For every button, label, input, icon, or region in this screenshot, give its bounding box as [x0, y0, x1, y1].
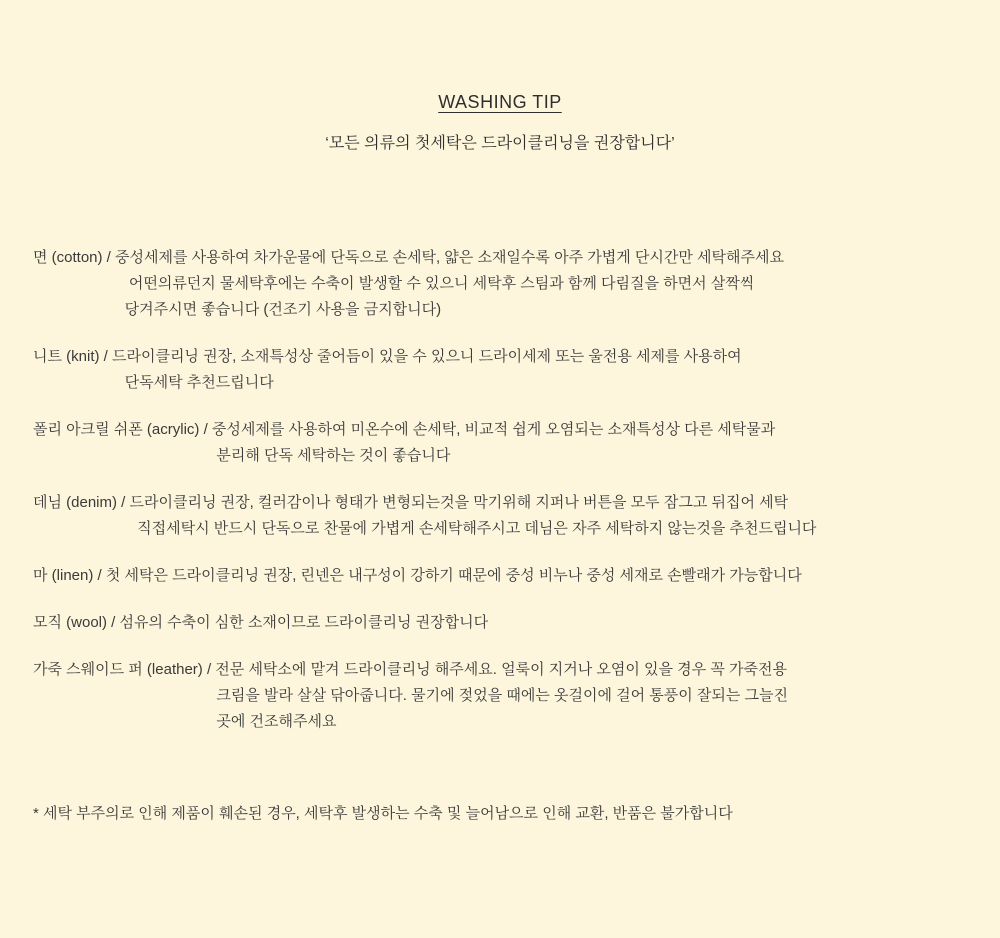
care-entry-knit — [33, 344, 980, 396]
care-entry-leather — [33, 657, 980, 735]
care-line: 크림을 발라 살살 닦아줍니다. 물기에 젖었을 때에는 옷걸이에 걸어 통풍이 잘되는 그늘진 — [33, 687, 789, 704]
care-line: 당겨주시면 좋습니다 (건조기 사용을 금지합니다) — [33, 301, 442, 318]
care-line: 데님 (denim) / 드라이클리닝 권장, 컬러감이나 형태가 변형되는것을 막기위해 지퍼나 버튼을 모두 잠그고 뒤집어 세탁 — [33, 494, 789, 511]
care-entry-wool — [33, 610, 980, 636]
care-entry-linen — [33, 563, 980, 589]
care-line: 어떤의류던지 물세탁후에는 수축이 발생할 수 있으니 세탁후 스팀과 함께 다림질을 하면서 살짝씩 — [33, 275, 755, 292]
care-line: 폴리 아크릴 쉬폰 (acrylic) / 중성세제를 사용하여 미온수에 손세탁, 비교적 쉽게 오염되는 소재특성상 다른 세탁물과 — [33, 421, 776, 438]
care-line: 가죽 스웨이드 퍼 (leather) / 전문 세탁소에 맡겨 드라이클리닝 해주세요. 얼룩이 지거나 오염이 있을 경우 꼭 가죽전용 — [33, 661, 787, 678]
page-title: WASHING TIP — [438, 92, 562, 112]
care-line: 모직 (wool) / 섬유의 수축이 심한 소재이므로 드라이클리닝 권장합니다 — [33, 614, 489, 631]
care-line: 분리해 단독 세탁하는 것이 좋습니다 — [33, 447, 451, 464]
care-entry-acrylic — [33, 417, 980, 469]
care-line: 면 (cotton) / 중성세제를 사용하여 차가운물에 단독으로 손세탁, 얇은 소재일수록 아주 가볍게 단시간만 세탁해주세요 — [33, 249, 784, 266]
care-line: 단독세탁 추천드립니다 — [33, 374, 274, 391]
care-line: 마 (linen) / 첫 세탁은 드라이클리닝 권장, 린넨은 내구성이 강하기 때문에 중성 비누나 중성 세재로 손빨래가 가능합니다 — [33, 567, 802, 584]
disclaimer-note: * 세탁 부주의로 인해 제품이 훼손된 경우, 세탁후 발생하는 수축 및 늘어남으로 인해 교환, 반품은 불가합니다 — [33, 805, 733, 822]
care-line: 직접세탁시 반드시 단독으로 찬물에 가볍게 손세탁해주시고 데님은 자주 세탁하지 않는것을 추천드립니다 — [33, 520, 817, 537]
page-header — [0, 0, 1000, 153]
care-line: 곳에 건조해주세요 — [33, 713, 337, 730]
care-line: 니트 (knit) / 드라이클리닝 권장, 소재특성상 줄어듬이 있을 수 있으니 드라이세제 또는 울전용 세제를 사용하여 — [33, 348, 742, 365]
care-entry-cotton — [33, 245, 980, 323]
page-subtitle: ‘모든 의류의 첫세탁은 드라이클리닝을 권장합니다’ — [325, 135, 675, 152]
care-instructions-list — [0, 245, 1000, 735]
care-entry-denim — [33, 490, 980, 542]
